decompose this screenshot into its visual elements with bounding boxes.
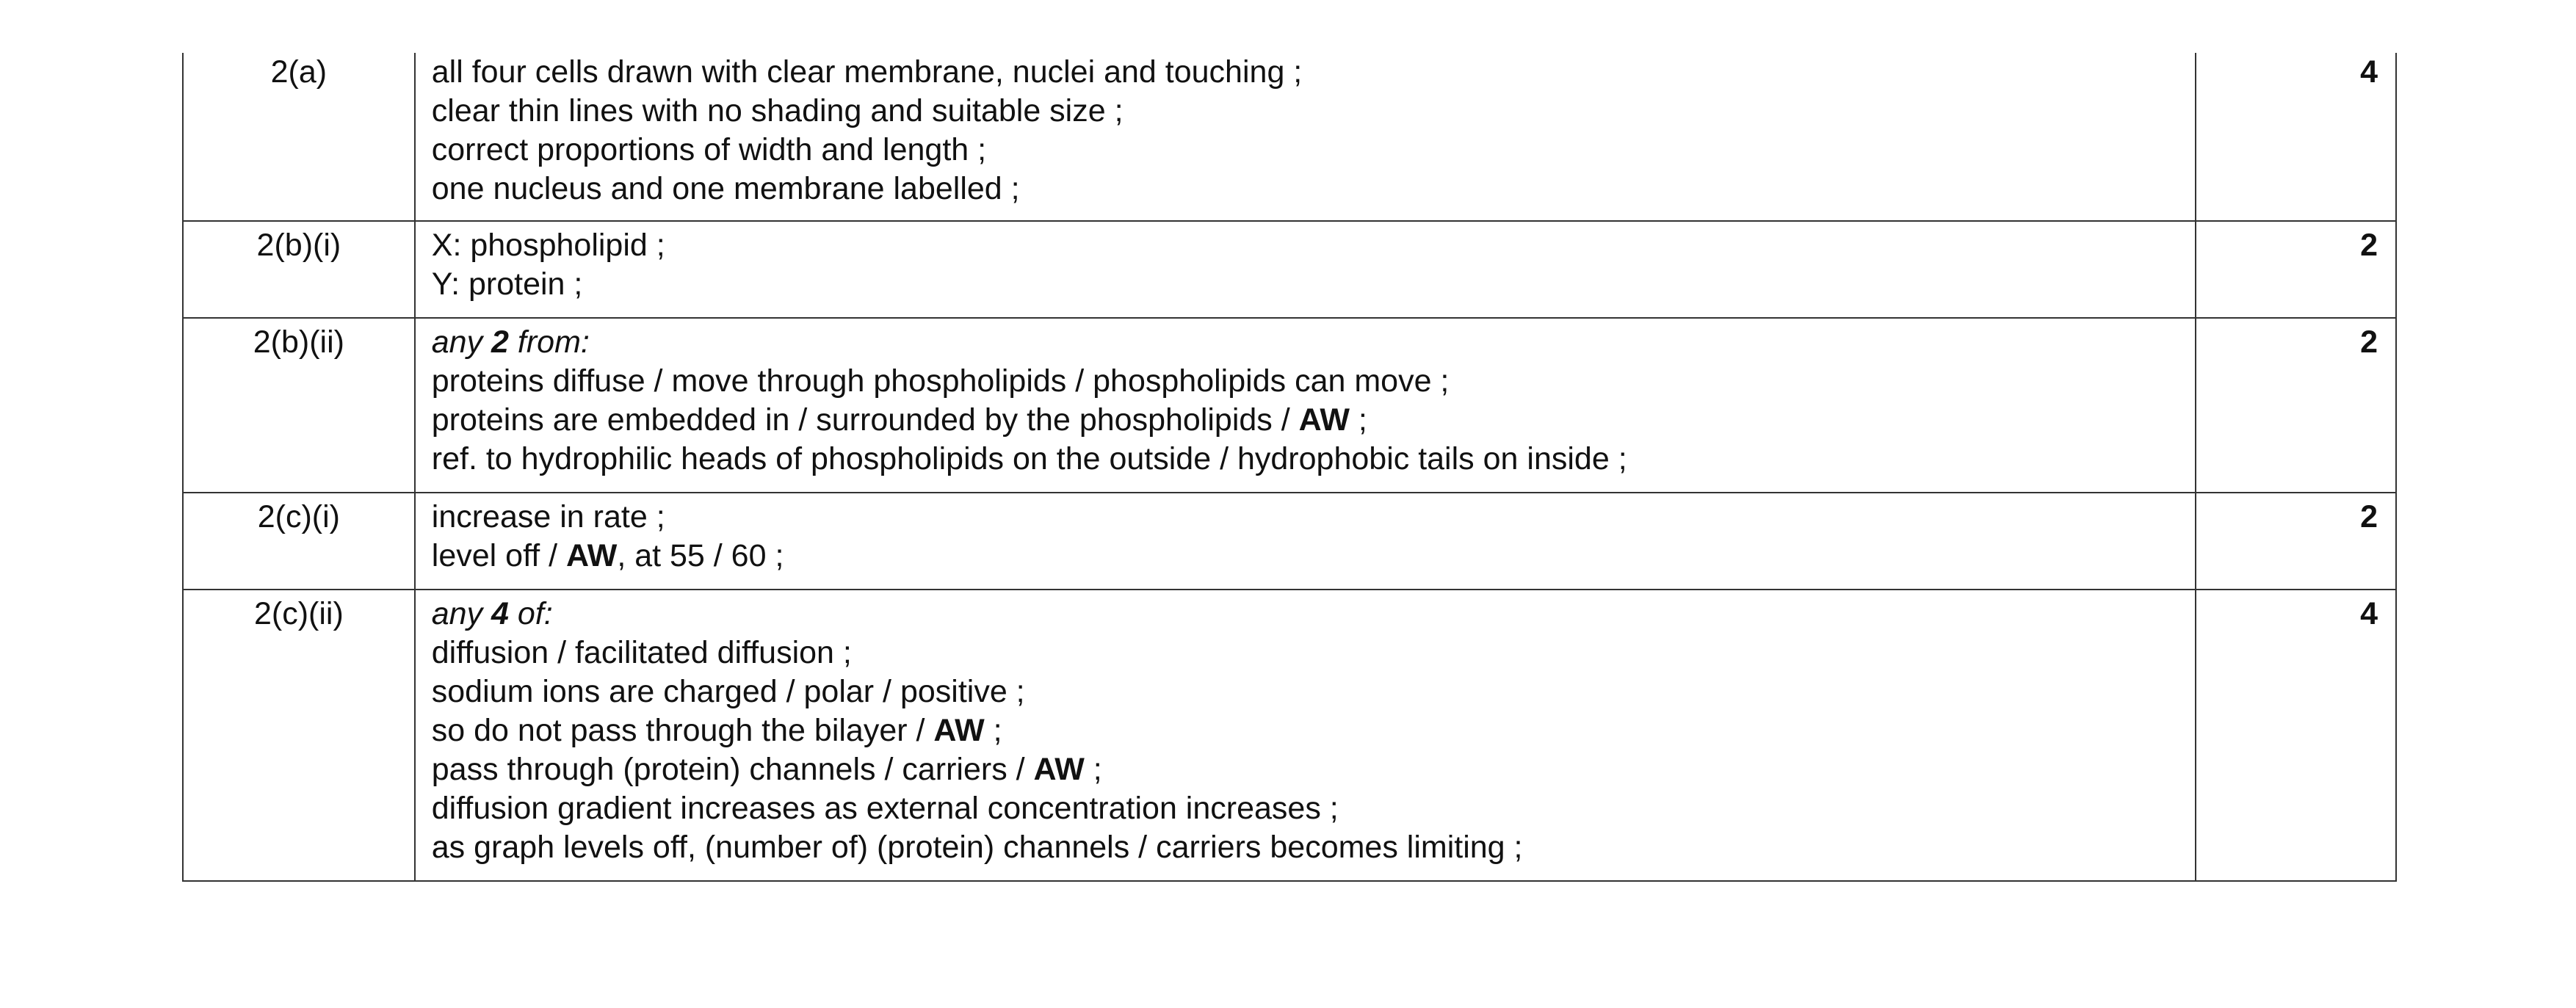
answer-line: proteins are embedded in / surrounded by the phospholipids / AW ; bbox=[431, 402, 1367, 438]
answer-cell bbox=[415, 493, 2196, 590]
table-row bbox=[183, 318, 2396, 493]
answer-line: as graph levels off, (number of) (protein) channels / carriers becomes limiting ; bbox=[431, 830, 1523, 865]
answer-line: sodium ions are charged / polar / positive ; bbox=[431, 674, 1025, 709]
marks-cell bbox=[2196, 590, 2396, 881]
marks-cell bbox=[2196, 493, 2396, 590]
marks-value: 2 bbox=[2360, 499, 2378, 534]
answer-instruction: any 4 of: bbox=[431, 596, 553, 631]
answer-cell bbox=[415, 318, 2196, 493]
answer-line: X: phospholipid ; bbox=[431, 228, 665, 263]
question-number-cell bbox=[183, 221, 415, 318]
question-number-cell bbox=[183, 53, 415, 221]
table-row bbox=[183, 221, 2396, 318]
answer-cell bbox=[415, 221, 2196, 318]
answer-instruction: any 2 from: bbox=[431, 324, 590, 360]
answer-line: proteins diffuse / move through phospholipids / phospholipids can move ; bbox=[431, 363, 1450, 399]
marks-cell bbox=[2196, 221, 2396, 318]
answer-line: diffusion gradient increases as external concentration increases ; bbox=[431, 791, 1339, 826]
table-row bbox=[183, 590, 2396, 881]
marks-cell bbox=[2196, 318, 2396, 493]
answer-cell bbox=[415, 590, 2196, 881]
question-number: 2(b)(i) bbox=[256, 228, 341, 263]
question-number-cell bbox=[183, 318, 415, 493]
answer-line: so do not pass through the bilayer / AW ; bbox=[431, 713, 1002, 748]
answer-line: Y: protein ; bbox=[431, 266, 583, 302]
answer-line: diffusion / facilitated diffusion ; bbox=[431, 635, 852, 670]
answer-cell bbox=[415, 53, 2196, 221]
answer-line: clear thin lines with no shading and suitable size ; bbox=[431, 93, 1124, 128]
question-number: 2(b)(ii) bbox=[253, 324, 344, 360]
question-number: 2(c)(i) bbox=[257, 499, 340, 534]
answer-line: all four cells drawn with clear membrane, nuclei and touching ; bbox=[431, 54, 1303, 90]
question-number-cell bbox=[183, 590, 415, 881]
marks-value: 4 bbox=[2360, 54, 2378, 90]
marks-cell bbox=[2196, 53, 2396, 221]
table-row bbox=[183, 53, 2396, 221]
answer-line: increase in rate ; bbox=[431, 499, 665, 534]
answer-line: level off / AW, at 55 / 60 ; bbox=[431, 538, 784, 573]
marks-value: 2 bbox=[2360, 228, 2378, 263]
question-number: 2(c)(ii) bbox=[253, 596, 344, 631]
answer-line: ref. to hydrophilic heads of phospholipids on the outside / hydrophobic tails on inside ; bbox=[431, 441, 1627, 476]
answer-line: one nucleus and one membrane labelled ; bbox=[431, 171, 1020, 206]
marks-value: 4 bbox=[2360, 596, 2378, 631]
question-number: 2(a) bbox=[270, 54, 328, 90]
table-row bbox=[183, 493, 2396, 590]
answer-line: correct proportions of width and length ; bbox=[431, 132, 987, 167]
question-number-cell bbox=[183, 493, 415, 590]
marks-value: 2 bbox=[2360, 324, 2378, 360]
mark-scheme-table bbox=[182, 53, 2397, 882]
answer-line: pass through (protein) channels / carriers / AW ; bbox=[431, 752, 1102, 787]
